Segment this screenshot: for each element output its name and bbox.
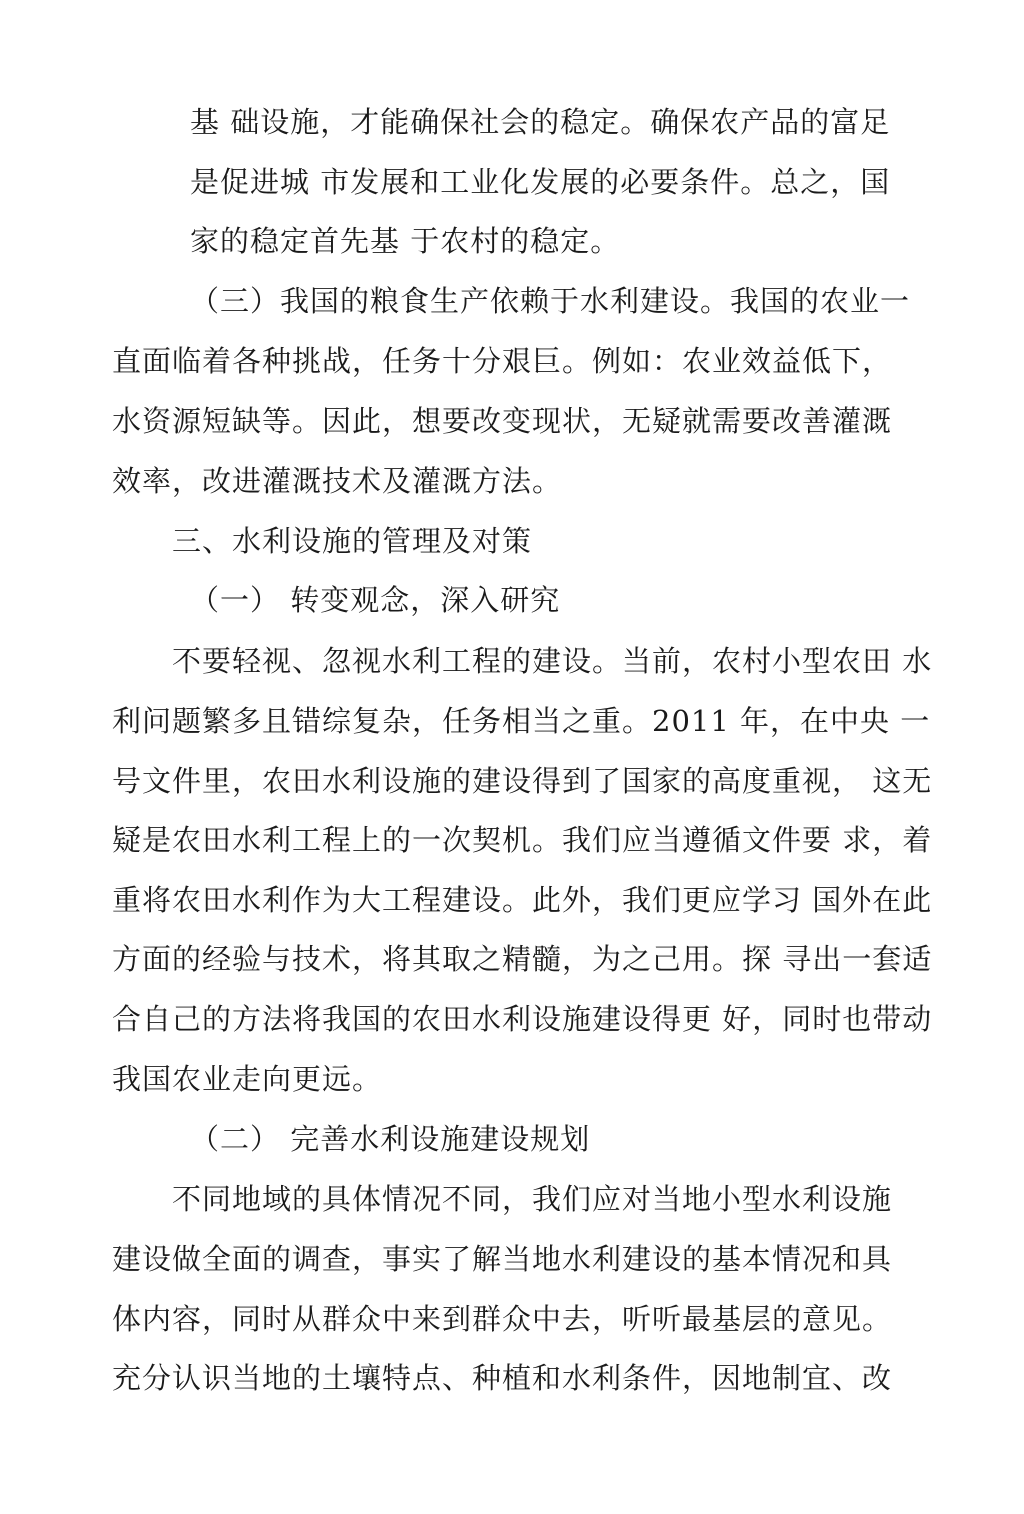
text-line: 家的稳定首先基 于农村的稳定。 xyxy=(190,224,621,258)
text-line: 水资源短缺等。因此，想要改变现状，无疑就需要改善灌溉 xyxy=(112,404,893,438)
text-line: 不同地域的具体情况不同，我们应对当地小型水利设施 xyxy=(172,1182,893,1216)
text-line: 效率，改进灌溉技术及灌溉方法。 xyxy=(112,464,563,498)
text-line: 直面临着各种挑战，任务十分艰巨。例如：农业效益低下， xyxy=(112,344,893,378)
text-line: 号文件里，农田水利设施的建设得到了国家的高度重视， 这无 xyxy=(112,764,933,798)
text-line: 建设做全面的调查，事实了解当地水利建设的基本情况和具 xyxy=(112,1242,893,1276)
chapter-heading: 三、水利设施的管理及对策 xyxy=(172,524,533,558)
subsection-heading-2: （二） 完善水利设施建设规划 xyxy=(190,1122,591,1156)
subsection-heading-1: （一） 转变观念，深入研究 xyxy=(190,583,561,617)
text-line: 不要轻视、忽视水利工程的建设。当前，农村小型农田 水 xyxy=(172,644,933,678)
text-line: 重将农田水利作为大工程建设。此外，我们更应学习 国外在此 xyxy=(112,883,933,917)
text-line: 是促进城 市发展和工业化发展的必要条件。总之，国 xyxy=(190,165,891,199)
text-line: 充分认识当地的土壤特点、种植和水利条件，因地制宜、改 xyxy=(112,1361,893,1395)
text-line: 疑是农田水利工程上的一次契机。我们应当遵循文件要 求，着 xyxy=(112,823,933,857)
text-line: 体内容，同时从群众中来到群众中去，听听最基层的意见。 xyxy=(112,1302,893,1336)
text-line: 基 础设施，才能确保社会的稳定。确保农产品的富足 xyxy=(190,105,891,139)
text-line: 利问题繁多且错综复杂，任务相当之重。2011 年，在中央 一 xyxy=(112,704,931,738)
section-heading-3: （三）我国的粮食生产依赖于水利建设。我国的农业一 xyxy=(190,284,911,318)
text-line: 合自己的方法将我国的农田水利设施建设得更 好，同时也带动 xyxy=(112,1002,933,1036)
text-line: 我国农业走向更远。 xyxy=(112,1062,383,1096)
text-line: 方面的经验与技术，将其取之精髓，为之己用。探 寻出一套适 xyxy=(112,942,933,976)
